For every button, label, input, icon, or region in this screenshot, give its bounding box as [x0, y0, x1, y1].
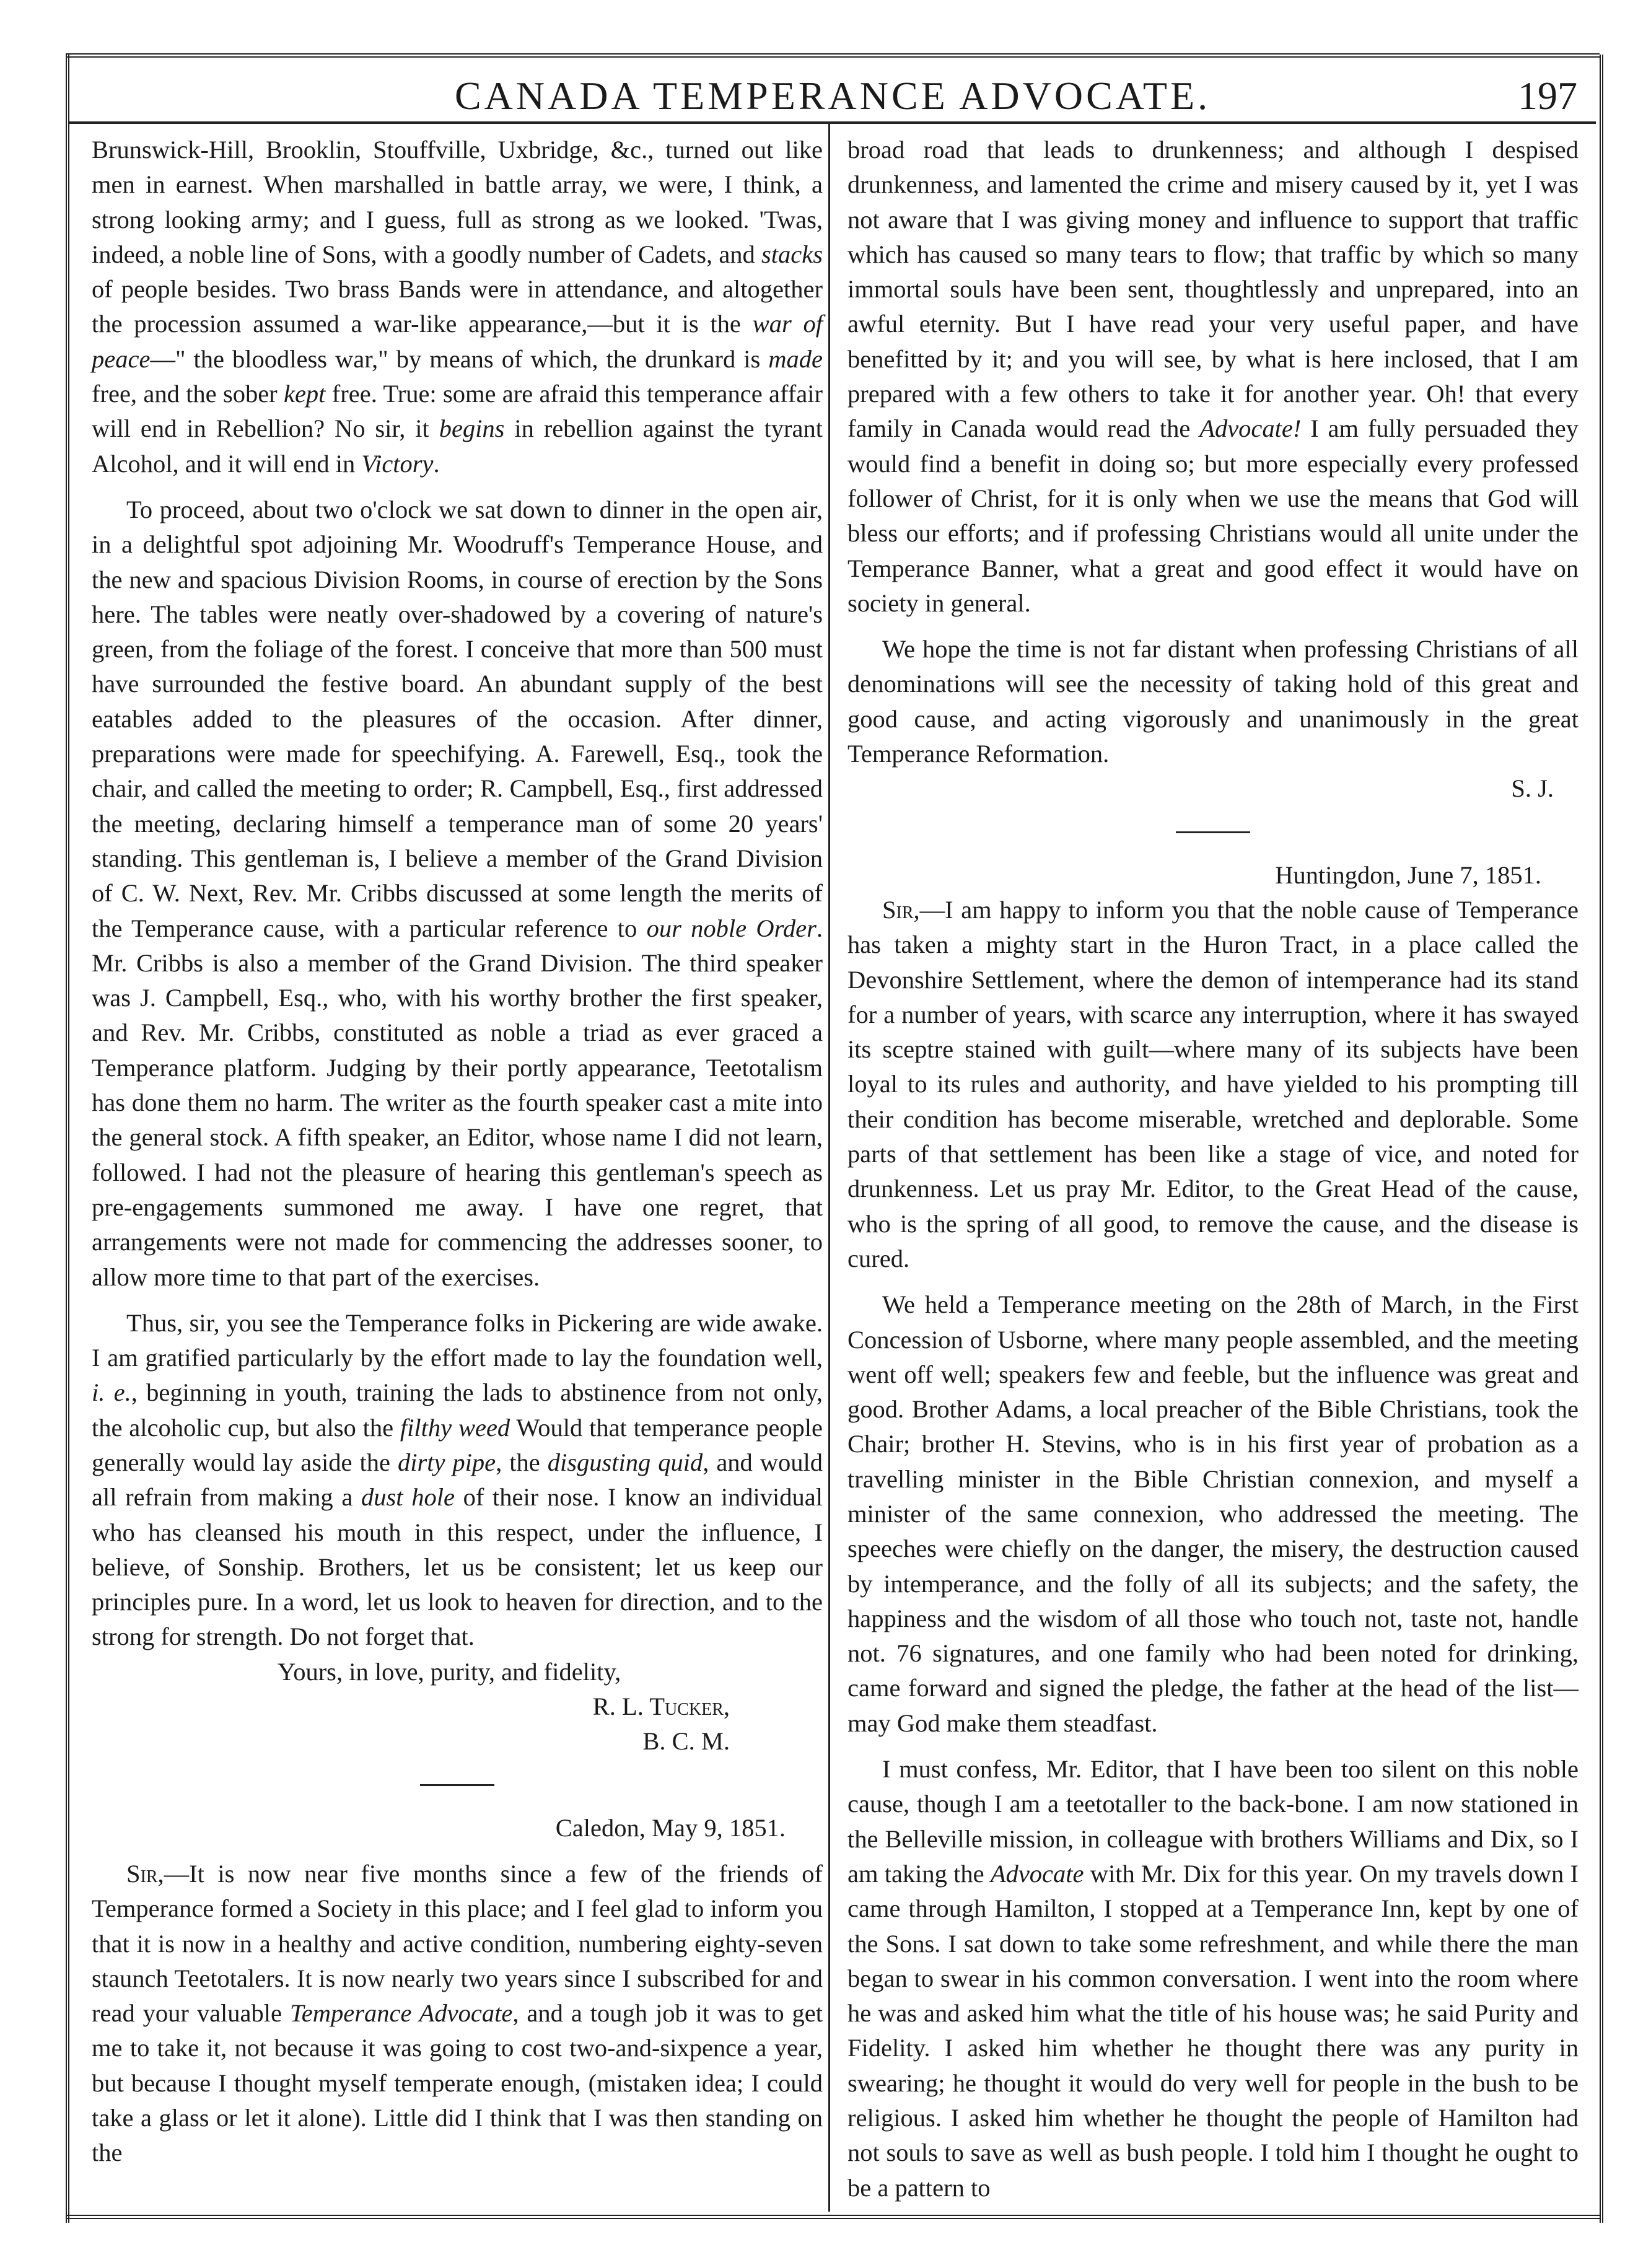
- letter3-paragraph-1: Sir,—I am happy to inform you that the noble cause of Temperance has taken a mighty start in the Huron Tract, in a place called the Devonshire Settlement, where the demon of intemperance had its stand for a number of years, with scarce any interruption, where it has swayed its sceptre stained with guilt—where many of its subjects have been loyal to its rules and authority, and have yielded to his prompting till their condition has become miserable, wretched and deplorable. Some parts of that settlement has been like a stage of vice, and noted for drunkenness. Let us pray Mr. Editor, to the Great Head of the cause, who is the spring of all good, to remove the cause, and the disease is cured.: [847, 895, 1579, 1272]
- letter2-continuation: broad road that leads to drunkenness; and although I despised drunkenness, and lamented the crime and misery caused by it, yet I was not aware that I was giving money and influence to support that traffic which has caused so many tears to flow; that traffic by which so many immortal souls have been sent, thoughtlessly and unprepared, into an awful eternity. But I have read your very useful paper, and have benefitted by it; and you will see, by what is here inclosed, that I am prepared with a few others to take it for another year. Oh! that every family in Canada would read the Advocate! I am fully persuaded they would find a benefit in doing so; but more especially every professed follower of Christ, for it is only when we use the means that God will bless our efforts; and if professing Christians would all unite under the Temperance Banner, what a great and good effect it would have on society in general.: [847, 136, 1579, 617]
- letter1-paragraph-2: To proceed, about two o'clock we sat down to dinner in the open air, in a delightful spot adjoining Mr. Woodruff's Temperance House, and the new and spacious Division Rooms, in course of erection by the Sons here. The tables were neatly over-shadowed by a covering of nature's green, from the foliage of the forest. I conceive that more than 500 must have surrounded the festive board. An abundant supply of the best eatables added to the pleasures of the occasion. After dinner, preparations were made for speechifying. A. Farewell, Esq., took the chair, and called the meeting to order; R. Campbell, Esq., first addressed the meeting, declaring himself a temperance man of some 20 years' standing. This gentleman is, I believe a member of the Grand Division of C. W. Next, Rev. Mr. Cribbs discussed at some length the merits of the Temperance cause, with a particular reference to our noble Order. Mr. Cribbs is also a member of the Grand Division. The third speaker was J. Campbell, Esq., who, with his worthy brother the first speaker, and Rev. Mr. Cribbs, constituted as noble a triad as ever graced a Temperance platform. Judging by their portly appearance, Teetotalism has done them no harm. The writer as the fourth speaker cast a mite into the general stock. A fifth speaker, an Editor, whose name I did not learn, followed. I had not the pleasure of hearing this gentleman's speech as pre-engagements summoned me away. I have one regret, that arrangements were not made for commencing the addresses sooner, to allow more time to that part of the exercises.: [92, 495, 823, 1291]
- right-column: [847, 133, 1579, 2205]
- letter3-salutation: Sir,: [882, 895, 920, 924]
- page-number: 197: [1518, 74, 1577, 118]
- letter1-paragraph-1: Brunswick-Hill, Brooklin, Stouffville, Uxbridge, &c., turned out like men in earnest. When marshalled in battle array, we were, I think, a strong looking army; and I guess, full as strong as we looked. 'Twas, indeed, a noble line of Sons, with a goodly number of Cadets, and stacks of people besides. Two brass Bands were in attendance, and altogether the procession assumed a war-like appearance,—but it is the war of peace—" the bloodless war," by means of which, the drunkard is made free, and the sober kept free. True: some are afraid this temperance affair will end in Rebellion? No sir, it begins in rebellion against the tyrant Alcohol, and it will end in Victory.: [92, 136, 823, 478]
- section-divider: [1176, 831, 1250, 833]
- letter2-paragraph-1: Sir,—It is now near five months since a few of the friends of Temperance formed a Society in this place; and I feel glad to inform you that it is now in a healthy and active condition, numbering eighty-seven staunch Teetotalers. It is now nearly two years since I subscribed for and read your valuable Temperance Advocate, and a tough job it was to get me to take it, not because it was going to cost two-and-sixpence a year, but because I thought myself temperate enough, (mistaken idea; I could take a glass or let it alone). Little did I think that I was then standing on the: [92, 1859, 823, 2167]
- section-divider: [420, 1784, 494, 1786]
- letter1-paragraph-3: Thus, sir, you see the Temperance folks in Pickering are wide awake. I am gratified particularly by the effort made to lay the foundation well, i. e., beginning in youth, training the lads to abstinence from not only, the alcoholic cup, but also the filthy weed Would that temperance people generally would lay aside the dirty pipe, the disgusting quid, and would all refrain from making a dust hole of their nose. I know an individual who has cleansed his mouth in this respect, under the influence, I believe, of Sonship. Brothers, let us be consistent; let us keep our principles pure. In a word, let us look to heaven for direction, and to the strong for strength. Do not forget that.: [92, 1308, 823, 1651]
- letter1-closing: Yours, in love, purity, and fidelity,: [278, 1657, 621, 1686]
- left-column: [92, 133, 823, 2171]
- letter1-signature-title: B. C. M.: [642, 1727, 730, 1756]
- letter2-initials: S. J.: [1511, 774, 1554, 803]
- page-header: [69, 63, 1596, 120]
- letter2-salutation: Sir,: [126, 1859, 164, 1888]
- bottom-double-rule: [66, 2215, 1600, 2219]
- letter2-dateline: Caledon, May 9, 1851.: [555, 1813, 786, 1842]
- letter3-paragraph-3: I must confess, Mr. Editor, that I have been too silent on this noble cause, though I am a teetotaller to the back-bone. I am now stationed in the Belleville mission, in colleague with brothers Williams and Dix, so I am taking the Advocate with Mr. Dix for this year. On my travels down I came through Hamilton, I stopped at a Temperance Inn, kept by one of the Sons. I sat down to take some refreshment, and while there the man began to swear in his common conversation. I went into the room where he was and asked him what the title of his house was; he said Purity and Fidelity. I asked him whether he thought there was any purity in swearing; he thought it would do very well for people in the bush to be religious. I asked him whether he thought the people of Hamilton had not souls to save as well as bush people. I told him I thought he ought to be a pattern to: [847, 1755, 1579, 2202]
- column-rule: [828, 124, 830, 2212]
- header-rule: [69, 121, 1596, 124]
- running-title: CANADA TEMPERANCE ADVOCATE.: [454, 74, 1211, 118]
- letter3-paragraph-2: We held a Temperance meeting on the 28th of March, in the First Concession of Usborne, where many people assembled, and the meeting went off well; speakers few and feeble, but the influence was great and good. Brother Adams, a local preacher of the Bible Christians, took the Chair; brother H. Stevins, who is in his first year of probation as a travelling minister in the Bible Christian connexion, and myself a minister of the same connexion, who addressed the meeting. The speeches were chiefly on the danger, the misery, the destruction caused by intemperance, and the folly of all its subjects; and the safety, the happiness and the wisdom of all those who touch not, taste not, handle not. 76 signatures, and one family who had been noted for drinking, came forward and signed the pledge, the father at the head of the list—may God make them steadfast.: [847, 1290, 1579, 1737]
- letter3-dateline: Huntingdon, June 7, 1851.: [1275, 860, 1541, 889]
- letter1-signature: R. L. Tucker,: [592, 1692, 730, 1721]
- letter2-paragraph-2: We hope the time is not far distant when professing Christians of all denominations will see the necessity of taking hold of this great and good cause, and acting vigorously and unanimously in the great Temperance Reformation.: [847, 635, 1579, 768]
